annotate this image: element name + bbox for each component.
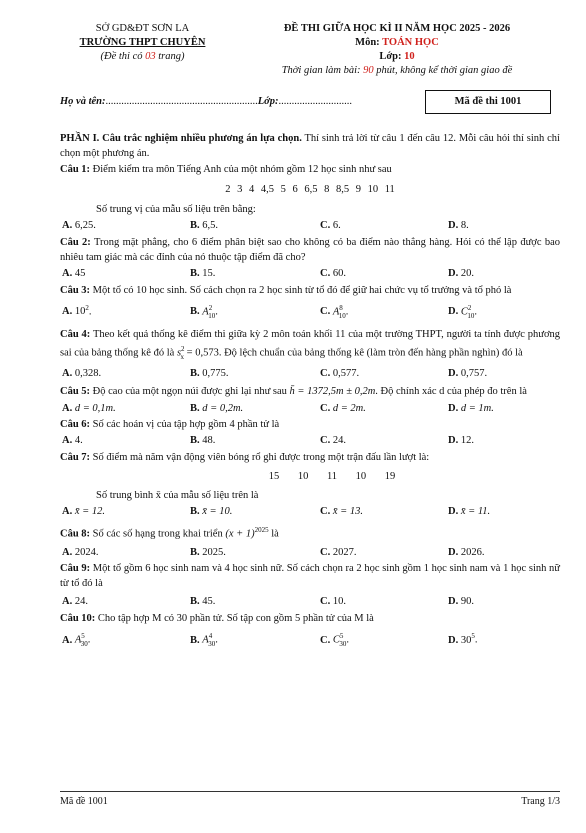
- page-count: (Đề thi có 03 trang): [100, 51, 185, 62]
- q6-option-d[interactable]: D. 12.: [448, 435, 474, 447]
- q6-option-b[interactable]: B. 48.: [190, 435, 216, 447]
- question-2: Câu 2: Trong mặt phẳng, cho 6 điểm phân biệt sao cho không có ba điểm nào thẳng hàng. Hỏi có thể lập được bao nhiêu tam giác mà các đỉnh của nó thuộc tập điểm đã cho?: [60, 236, 560, 264]
- department-name: SỞ GD&ĐT SƠN LA: [95, 23, 190, 34]
- q1-sub: Số trung vị của mẫu số liệu trên bằng:: [96, 204, 256, 216]
- q3-option-d[interactable]: D. $C^2_{10}$.: [448, 303, 477, 320]
- q4-option-d[interactable]: D. 0,757.: [448, 368, 488, 380]
- q2-options: [60, 266, 560, 281]
- class-field[interactable]: ............................: [278, 96, 353, 107]
- q9-option-b[interactable]: B. 45.: [190, 596, 216, 608]
- exam-content: [60, 131, 560, 653]
- q8-option-b[interactable]: B. 2025.: [190, 546, 226, 558]
- name-field[interactable]: ..........................................................: [105, 96, 258, 107]
- q8-option-a[interactable]: A. 2024.: [62, 546, 99, 558]
- q7-option-c[interactable]: C. x̄ = 13.: [320, 506, 363, 518]
- q3-option-a[interactable]: A. $10^2$.: [62, 303, 92, 318]
- q8-option-d[interactable]: D. 2026.: [448, 546, 485, 558]
- q1-option-b[interactable]: B. 6,5.: [190, 220, 219, 232]
- time-line: Thời gian làm bài: 90 phút, không kể thời gian giao đề: [281, 65, 513, 76]
- q1-data: 2 3 4 4,5 5 6 6,5 8 8,5 9 10 11: [225, 183, 395, 195]
- question-10: Câu 10: Cho tập hợp M có 30 phần tử. Số tập con gồm 5 phần tử của M là: [60, 612, 374, 624]
- q1-options: [60, 218, 560, 233]
- q9-option-a[interactable]: A. 24.: [62, 596, 88, 608]
- q7-option-a[interactable]: A. x̄ = 12.: [62, 506, 105, 518]
- q10-options: [60, 629, 560, 652]
- q2-option-a[interactable]: A. 45: [62, 268, 86, 280]
- footer-exam-code: Mã đề 1001: [60, 796, 108, 807]
- part1-heading: PHẦN I. Câu trắc nghiệm nhiều phương án lựa chọn. Thí sinh trả lời từ câu 1 đến câu 12. Mỗi câu hỏi thí sinh chỉ chọn một phương án.: [60, 133, 560, 160]
- question-1: Câu 1: Điểm kiểm tra môn Tiếng Anh của một nhóm gồm 12 học sinh như sau: [60, 163, 392, 175]
- footer-page-number: Trang 1/3: [521, 796, 560, 807]
- q6-option-c[interactable]: C. 24.: [320, 435, 346, 447]
- exam-code-box: Mã đề thi 1001: [425, 90, 551, 114]
- q8-options: [60, 545, 560, 560]
- q5-option-d[interactable]: D. d = 1m.: [448, 402, 494, 414]
- question-3: Câu 3: Một tổ có 10 học sinh. Số cách chọn ra 2 học sinh từ tổ đó để giữ hai chức vụ tổ trưởng và tổ phó là: [60, 284, 512, 296]
- q5-option-b[interactable]: B. d = 0,2m.: [190, 402, 244, 414]
- question-4: Câu 4: Theo kết quả thống kê điểm thi giữa kỳ 2 môn toán khối 11 của một trường THPT, người ta tính được phương sai của bảng thống kê đó là $s^2_x = 0,573$. Độ lệch chuẩn của bảng thống kê (làm tròn đến hàng phần nghìn) đó là: [60, 328, 560, 361]
- subject-line: Môn: TOÁN HỌC: [355, 37, 439, 48]
- q7-sub: Số trung bình x̄ của mẫu số liệu trên là: [96, 490, 259, 502]
- grade-line: Lớp: 10: [379, 51, 415, 62]
- q4-options: [60, 366, 560, 381]
- header-right: [238, 22, 556, 78]
- q3-option-b[interactable]: B. $A^2_{10}$.: [190, 303, 218, 320]
- q6-option-a[interactable]: A. 4.: [62, 435, 83, 447]
- q9-option-c[interactable]: C. 10.: [320, 596, 346, 608]
- q9-option-d[interactable]: D. 90.: [448, 596, 474, 608]
- q7-options: [60, 504, 560, 519]
- q10-option-a[interactable]: A. $A^5_{30}$.: [62, 632, 91, 648]
- header-left: [50, 22, 235, 64]
- question-7: Câu 7: Số điểm mà năm vận động viên bóng rổ ghi được trong một trận đấu lần lượt là:: [60, 451, 430, 463]
- q10-option-c[interactable]: C. $C^5_{30}$.: [320, 632, 349, 648]
- q7-option-b[interactable]: B. x̄ = 10.: [190, 506, 233, 518]
- q10-option-d[interactable]: D. $30^5$.: [448, 632, 478, 646]
- question-8: Câu 8: Số các số hạng trong khai triển $(x + 1)^{2025}$ là: [60, 525, 279, 540]
- q7-data: 15 10 11 10 19: [268, 470, 396, 482]
- question-6: Câu 6: Số các hoán vị của tập hợp gồm 4 phần tử là: [60, 418, 280, 430]
- q8-option-c[interactable]: C. 2027.: [320, 546, 357, 558]
- q5-option-a[interactable]: A. d = 0,1m.: [62, 402, 116, 414]
- q4-option-a[interactable]: A. 0,328.: [62, 368, 102, 380]
- q7-option-d[interactable]: D. x̄ = 11.: [448, 506, 491, 518]
- q10-option-b[interactable]: B. $A^4_{30}$.: [190, 632, 218, 648]
- q5-option-c[interactable]: C. d = 2m.: [320, 402, 366, 414]
- q1-option-c[interactable]: C. 6.: [320, 220, 341, 232]
- exam-title: ĐỀ THI GIỮA HỌC KÌ II NĂM HỌC 2025 - 2026: [283, 23, 511, 34]
- question-5: Câu 5: Độ cao của một ngọn núi được ghi lại như sau h̄ = 1372,5m ± 0,2m. Độ chính xác d của phép đo trên là: [60, 386, 527, 398]
- q3-options: [60, 301, 560, 324]
- name-label: Họ và tên:: [60, 96, 106, 107]
- q4-option-c[interactable]: C. 0,577.: [320, 368, 360, 380]
- q6-options: [60, 433, 560, 448]
- q3-option-c[interactable]: C. $A^8_{10}$.: [320, 303, 349, 320]
- q2-option-b[interactable]: B. 15.: [190, 268, 216, 280]
- school-name: TRƯỜNG THPT CHUYÊN: [79, 37, 206, 48]
- q4-option-b[interactable]: B. 0,775.: [190, 368, 229, 380]
- q5-options: [60, 401, 560, 416]
- student-info-row: [60, 96, 352, 107]
- q2-option-c[interactable]: C. 60.: [320, 268, 346, 280]
- q9-options: [60, 594, 560, 609]
- footer-divider: [60, 791, 560, 792]
- q1-option-d[interactable]: D. 8.: [448, 220, 469, 232]
- class-label: Lớp:: [257, 96, 279, 107]
- q2-option-d[interactable]: D. 20.: [448, 268, 474, 280]
- question-9: Câu 9: Một tổ gồm 6 học sinh nam và 4 học sinh nữ. Số cách chọn ra 2 học sinh gồm 1 học sinh nam và 1 học sinh nữ từ tổ đó là: [60, 562, 560, 590]
- q1-option-a[interactable]: A. 6,25.: [62, 220, 96, 232]
